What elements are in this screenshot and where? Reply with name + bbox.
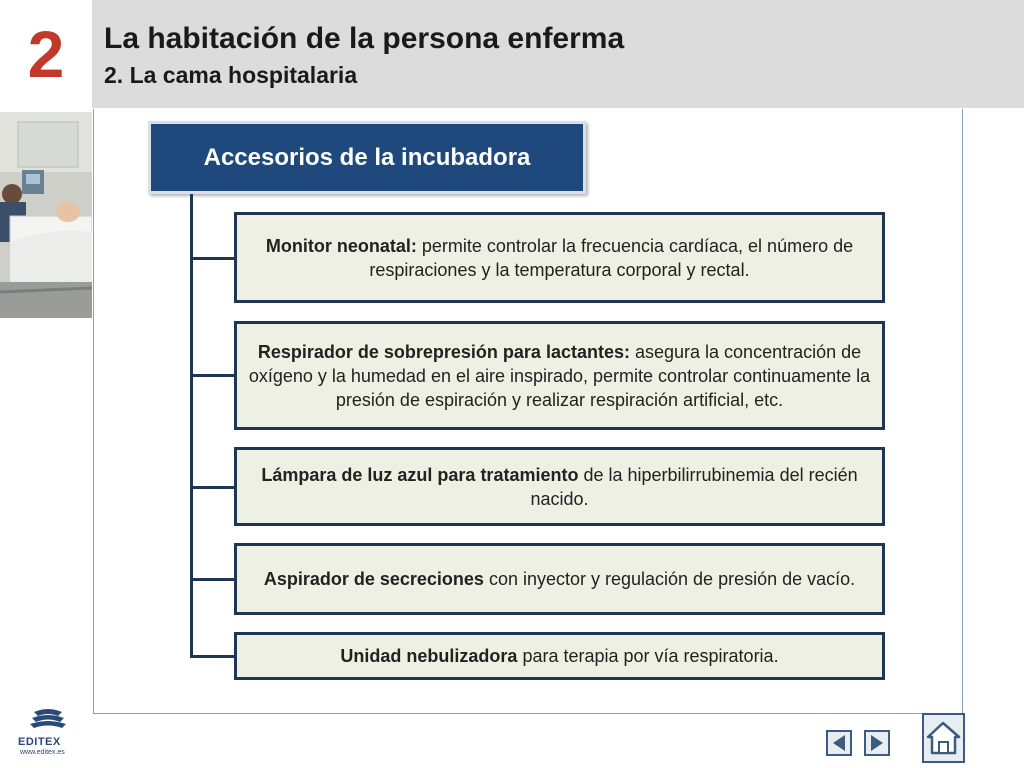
item-description: asegura la concentración de oxígeno y la humedad en el aire inspirado, permite controlar continuamente la presión de espiración y realizar respiración artificial, etc. — [248, 341, 871, 410]
diagram-item-nebulizer — [234, 632, 885, 680]
item-description: de la hiperbilirrubinemia del recién nacido. — [530, 464, 858, 509]
page-title: La habitación de la persona enferma — [104, 22, 625, 55]
item-bold-label: Monitor neonatal: — [265, 235, 417, 256]
diagram-item-aspirator — [234, 543, 885, 615]
item-bold-label: Aspirador de secreciones — [263, 569, 484, 589]
home-button[interactable] — [922, 713, 965, 763]
prev-button[interactable] — [826, 730, 852, 756]
prev-arrow-icon — [828, 732, 850, 754]
diagram-connector — [190, 486, 236, 489]
diagram-item-respirator — [234, 321, 885, 430]
diagram-connector — [190, 374, 236, 377]
next-button[interactable] — [864, 730, 890, 756]
page-subtitle: 2. La cama hospitalaria — [104, 62, 358, 88]
diagram-connector — [190, 257, 236, 260]
item-bold-label: Lámpara de luz azul para tratamiento — [261, 464, 579, 485]
item-bold-label: Respirador de sobrepresión para lactantes: — [257, 341, 630, 362]
chapter-number: 2 — [27, 17, 65, 91]
diagram-item-monitor — [234, 212, 885, 303]
hospital-room-photo — [0, 112, 92, 318]
diagram-connector — [190, 578, 236, 581]
item-description: con inyector y regulación de presión de vacío. — [483, 569, 856, 589]
diagram-item-lamp — [234, 447, 885, 526]
next-arrow-icon — [866, 732, 888, 754]
item-bold-label: Unidad nebulizadora — [340, 646, 518, 666]
diagram-main-box: Accesorios de la incubadora — [148, 121, 586, 194]
item-description: para terapia por vía respiratoria. — [517, 646, 779, 666]
logo-text: EDITEX — [18, 736, 61, 748]
logo-url: www.editex.es — [20, 749, 65, 756]
diagram-connector-vertical — [190, 194, 193, 658]
diagram-connector — [190, 655, 236, 658]
home-icon — [924, 715, 963, 761]
item-description: permite controlar la frecuencia cardíaca, el número de respiraciones y la temperatura corporal y rectal. — [369, 235, 854, 280]
